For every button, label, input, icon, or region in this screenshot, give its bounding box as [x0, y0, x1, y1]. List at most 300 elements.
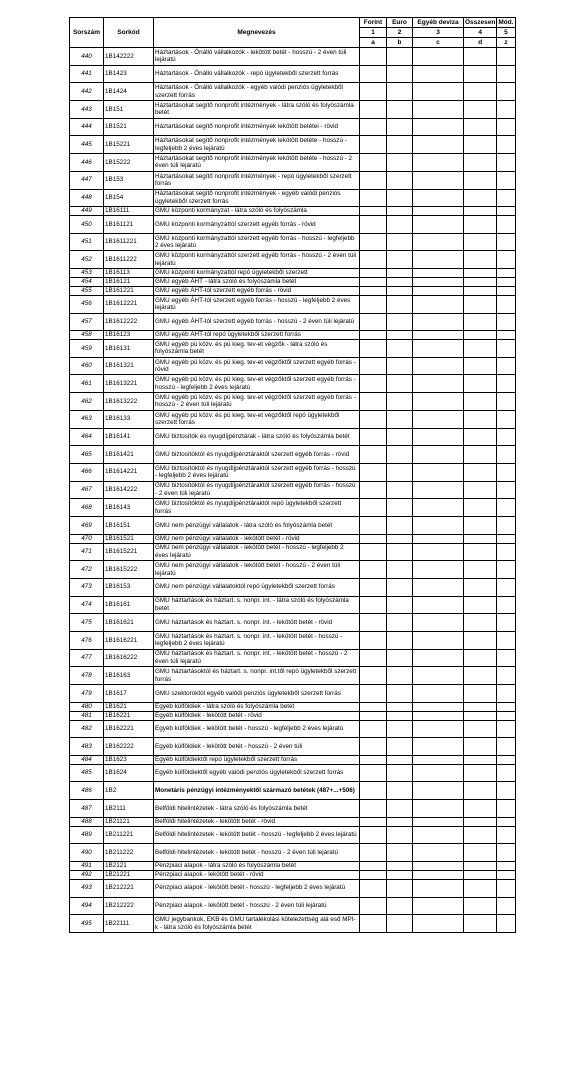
row-sorkod: 1B16121: [104, 278, 154, 287]
cell-osszesen[interactable]: [464, 755, 497, 764]
cell-forint[interactable]: [360, 410, 387, 428]
cell-mod[interactable]: [497, 428, 515, 446]
cell-euro[interactable]: [387, 393, 413, 411]
cell-egyeb-deviza[interactable]: [413, 870, 464, 879]
cell-euro[interactable]: [387, 764, 413, 782]
cell-egyeb-deviza[interactable]: [413, 207, 464, 216]
cell-osszesen[interactable]: [464, 233, 497, 251]
cell-forint[interactable]: [360, 269, 387, 278]
cell-mod[interactable]: [497, 295, 515, 313]
cell-mod[interactable]: [497, 65, 515, 83]
cell-mod[interactable]: [497, 410, 515, 428]
cell-osszesen[interactable]: [464, 499, 497, 517]
cell-egyeb-deviza[interactable]: [413, 667, 464, 685]
header-col-euro: Euro: [387, 18, 413, 28]
row-sorkod: 1B1613222: [104, 393, 154, 411]
cell-osszesen[interactable]: [464, 826, 497, 844]
cell-euro[interactable]: [387, 48, 413, 66]
cell-osszesen[interactable]: [464, 720, 497, 738]
cell-osszesen[interactable]: [464, 596, 497, 614]
cell-euro[interactable]: [387, 216, 413, 234]
cell-osszesen[interactable]: [464, 534, 497, 543]
cell-egyeb-deviza[interactable]: [413, 844, 464, 862]
cell-osszesen[interactable]: [464, 83, 497, 101]
cell-euro[interactable]: [387, 543, 413, 561]
cell-euro[interactable]: [387, 614, 413, 632]
cell-euro[interactable]: [387, 269, 413, 278]
cell-euro[interactable]: [387, 631, 413, 649]
cell-forint[interactable]: [360, 915, 387, 933]
cell-osszesen[interactable]: [464, 446, 497, 464]
cell-osszesen[interactable]: [464, 561, 497, 579]
cell-egyeb-deviza[interactable]: [413, 393, 464, 411]
cell-forint[interactable]: [360, 782, 387, 800]
cell-osszesen[interactable]: [464, 631, 497, 649]
cell-mod[interactable]: [497, 136, 515, 154]
cell-egyeb-deviza[interactable]: [413, 136, 464, 154]
cell-egyeb-deviza[interactable]: [413, 286, 464, 295]
row-sorszam: 462: [70, 393, 104, 411]
cell-mod[interactable]: [497, 738, 515, 756]
cell-forint[interactable]: [360, 207, 387, 216]
cell-forint[interactable]: [360, 897, 387, 915]
cell-mod[interactable]: [497, 720, 515, 738]
cell-egyeb-deviza[interactable]: [413, 782, 464, 800]
cell-mod[interactable]: [497, 48, 515, 66]
cell-forint[interactable]: [360, 534, 387, 543]
cell-forint[interactable]: [360, 817, 387, 826]
cell-euro[interactable]: [387, 375, 413, 393]
cell-egyeb-deviza[interactable]: [413, 313, 464, 331]
cell-forint[interactable]: [360, 578, 387, 596]
cell-forint[interactable]: [360, 393, 387, 411]
cell-euro[interactable]: [387, 357, 413, 375]
cell-forint[interactable]: [360, 481, 387, 499]
header-num-5: 5: [497, 28, 515, 38]
cell-forint[interactable]: [360, 879, 387, 897]
cell-osszesen[interactable]: [464, 286, 497, 295]
cell-mod[interactable]: [497, 101, 515, 119]
cell-osszesen[interactable]: [464, 782, 497, 800]
cell-euro[interactable]: [387, 118, 413, 136]
table-row: [70, 446, 516, 464]
cell-euro[interactable]: [387, 915, 413, 933]
cell-egyeb-deviza[interactable]: [413, 685, 464, 703]
cell-osszesen[interactable]: [464, 410, 497, 428]
row-megnevezes: GMU nem pénzügyi vállalatok - lekötött betét - hosszú - 2 éven túli lejáratú: [154, 561, 360, 579]
cell-forint[interactable]: [360, 118, 387, 136]
cell-egyeb-deviza[interactable]: [413, 764, 464, 782]
cell-egyeb-deviza[interactable]: [413, 879, 464, 897]
cell-egyeb-deviza[interactable]: [413, 446, 464, 464]
cell-mod[interactable]: [497, 649, 515, 667]
cell-mod[interactable]: [497, 481, 515, 499]
cell-mod[interactable]: [497, 897, 515, 915]
cell-osszesen[interactable]: [464, 685, 497, 703]
cell-mod[interactable]: [497, 782, 515, 800]
cell-euro[interactable]: [387, 561, 413, 579]
cell-euro[interactable]: [387, 101, 413, 119]
cell-egyeb-deviza[interactable]: [413, 481, 464, 499]
cell-osszesen[interactable]: [464, 614, 497, 632]
cell-egyeb-deviza[interactable]: [413, 295, 464, 313]
cell-osszesen[interactable]: [464, 48, 497, 66]
cell-euro[interactable]: [387, 65, 413, 83]
cell-euro[interactable]: [387, 499, 413, 517]
cell-mod[interactable]: [497, 614, 515, 632]
cell-egyeb-deviza[interactable]: [413, 578, 464, 596]
cell-osszesen[interactable]: [464, 667, 497, 685]
cell-egyeb-deviza[interactable]: [413, 101, 464, 119]
cell-mod[interactable]: [497, 800, 515, 818]
cell-euro[interactable]: [387, 755, 413, 764]
cell-forint[interactable]: [360, 667, 387, 685]
cell-euro[interactable]: [387, 313, 413, 331]
cell-euro[interactable]: [387, 278, 413, 287]
cell-egyeb-deviza[interactable]: [413, 216, 464, 234]
cell-osszesen[interactable]: [464, 764, 497, 782]
cell-euro[interactable]: [387, 862, 413, 871]
cell-mod[interactable]: [497, 118, 515, 136]
cell-forint[interactable]: [360, 331, 387, 340]
cell-osszesen[interactable]: [464, 463, 497, 481]
cell-mod[interactable]: [497, 915, 515, 933]
cell-euro[interactable]: [387, 685, 413, 703]
cell-mod[interactable]: [497, 879, 515, 897]
cell-egyeb-deviza[interactable]: [413, 649, 464, 667]
cell-euro[interactable]: [387, 481, 413, 499]
cell-forint[interactable]: [360, 446, 387, 464]
cell-egyeb-deviza[interactable]: [413, 543, 464, 561]
cell-egyeb-deviza[interactable]: [413, 702, 464, 711]
cell-mod[interactable]: [497, 233, 515, 251]
cell-euro[interactable]: [387, 251, 413, 269]
cell-egyeb-deviza[interactable]: [413, 817, 464, 826]
cell-forint[interactable]: [360, 278, 387, 287]
cell-egyeb-deviza[interactable]: [413, 499, 464, 517]
cell-osszesen[interactable]: [464, 101, 497, 119]
cell-osszesen[interactable]: [464, 269, 497, 278]
cell-forint[interactable]: [360, 596, 387, 614]
row-megnevezes: Egyéb külföldiektől egyéb valódi penziós ügyletekből szerzett forrás: [154, 764, 360, 782]
row-sorkod: 1B16163: [104, 667, 154, 685]
cell-forint[interactable]: [360, 251, 387, 269]
cell-forint[interactable]: [360, 631, 387, 649]
cell-egyeb-deviza[interactable]: [413, 915, 464, 933]
cell-forint[interactable]: [360, 295, 387, 313]
cell-osszesen[interactable]: [464, 331, 497, 340]
cell-osszesen[interactable]: [464, 207, 497, 216]
cell-euro[interactable]: [387, 800, 413, 818]
cell-forint[interactable]: [360, 614, 387, 632]
header-col-forint: Forint: [360, 18, 387, 28]
cell-forint[interactable]: [360, 375, 387, 393]
cell-egyeb-deviza[interactable]: [413, 189, 464, 207]
cell-egyeb-deviza[interactable]: [413, 251, 464, 269]
cell-egyeb-deviza[interactable]: [413, 755, 464, 764]
cell-mod[interactable]: [497, 711, 515, 720]
cell-mod[interactable]: [497, 446, 515, 464]
cell-euro[interactable]: [387, 826, 413, 844]
cell-euro[interactable]: [387, 817, 413, 826]
cell-mod[interactable]: [497, 331, 515, 340]
cell-forint[interactable]: [360, 702, 387, 711]
cell-forint[interactable]: [360, 499, 387, 517]
cell-euro[interactable]: [387, 897, 413, 915]
cell-euro[interactable]: [387, 154, 413, 172]
table-row: [70, 614, 516, 632]
cell-egyeb-deviza[interactable]: [413, 631, 464, 649]
cell-forint[interactable]: [360, 340, 387, 358]
cell-osszesen[interactable]: [464, 817, 497, 826]
cell-mod[interactable]: [497, 578, 515, 596]
cell-osszesen[interactable]: [464, 516, 497, 534]
cell-euro[interactable]: [387, 136, 413, 154]
cell-forint[interactable]: [360, 233, 387, 251]
cell-egyeb-deviza[interactable]: [413, 463, 464, 481]
cell-forint[interactable]: [360, 543, 387, 561]
cell-mod[interactable]: [497, 216, 515, 234]
cell-forint[interactable]: [360, 286, 387, 295]
cell-egyeb-deviza[interactable]: [413, 428, 464, 446]
cell-euro[interactable]: [387, 331, 413, 340]
cell-forint[interactable]: [360, 65, 387, 83]
cell-mod[interactable]: [497, 278, 515, 287]
cell-osszesen[interactable]: [464, 428, 497, 446]
cell-osszesen[interactable]: [464, 879, 497, 897]
cell-egyeb-deviza[interactable]: [413, 65, 464, 83]
cell-mod[interactable]: [497, 543, 515, 561]
cell-osszesen[interactable]: [464, 543, 497, 561]
cell-egyeb-deviza[interactable]: [413, 738, 464, 756]
cell-euro[interactable]: [387, 738, 413, 756]
cell-euro[interactable]: [387, 578, 413, 596]
cell-mod[interactable]: [497, 154, 515, 172]
cell-egyeb-deviza[interactable]: [413, 278, 464, 287]
cell-mod[interactable]: [497, 862, 515, 871]
cell-mod[interactable]: [497, 499, 515, 517]
cell-forint[interactable]: [360, 755, 387, 764]
cell-mod[interactable]: [497, 844, 515, 862]
cell-euro[interactable]: [387, 596, 413, 614]
cell-mod[interactable]: [497, 171, 515, 189]
cell-mod[interactable]: [497, 313, 515, 331]
cell-forint[interactable]: [360, 154, 387, 172]
cell-osszesen[interactable]: [464, 897, 497, 915]
cell-osszesen[interactable]: [464, 313, 497, 331]
cell-mod[interactable]: [497, 702, 515, 711]
cell-mod[interactable]: [497, 631, 515, 649]
cell-forint[interactable]: [360, 844, 387, 862]
cell-egyeb-deviza[interactable]: [413, 154, 464, 172]
cell-forint[interactable]: [360, 171, 387, 189]
cell-euro[interactable]: [387, 171, 413, 189]
cell-euro[interactable]: [387, 702, 413, 711]
cell-euro[interactable]: [387, 189, 413, 207]
table-row: [70, 800, 516, 818]
cell-mod[interactable]: [497, 817, 515, 826]
cell-osszesen[interactable]: [464, 171, 497, 189]
cell-egyeb-deviza[interactable]: [413, 862, 464, 871]
cell-euro[interactable]: [387, 782, 413, 800]
cell-euro[interactable]: [387, 207, 413, 216]
cell-egyeb-deviza[interactable]: [413, 826, 464, 844]
row-sorszam: 485: [70, 764, 104, 782]
cell-mod[interactable]: [497, 375, 515, 393]
cell-osszesen[interactable]: [464, 702, 497, 711]
cell-forint[interactable]: [360, 720, 387, 738]
cell-osszesen[interactable]: [464, 800, 497, 818]
cell-forint[interactable]: [360, 48, 387, 66]
cell-osszesen[interactable]: [464, 844, 497, 862]
cell-egyeb-deviza[interactable]: [413, 357, 464, 375]
cell-mod[interactable]: [497, 596, 515, 614]
cell-osszesen[interactable]: [464, 711, 497, 720]
cell-egyeb-deviza[interactable]: [413, 596, 464, 614]
cell-osszesen[interactable]: [464, 862, 497, 871]
cell-forint[interactable]: [360, 826, 387, 844]
cell-osszesen[interactable]: [464, 136, 497, 154]
cell-osszesen[interactable]: [464, 738, 497, 756]
cell-egyeb-deviza[interactable]: [413, 720, 464, 738]
cell-forint[interactable]: [360, 764, 387, 782]
cell-euro[interactable]: [387, 83, 413, 101]
cell-mod[interactable]: [497, 516, 515, 534]
row-megnevezes: GMU egyéb ÁHT-tól szerzett egyéb forrás - hosszú - 2 éven túli lejáratú: [154, 313, 360, 331]
cell-mod[interactable]: [497, 870, 515, 879]
cell-forint[interactable]: [360, 649, 387, 667]
cell-egyeb-deviza[interactable]: [413, 83, 464, 101]
cell-forint[interactable]: [360, 136, 387, 154]
cell-mod[interactable]: [497, 357, 515, 375]
cell-egyeb-deviza[interactable]: [413, 375, 464, 393]
cell-egyeb-deviza[interactable]: [413, 516, 464, 534]
cell-euro[interactable]: [387, 340, 413, 358]
cell-egyeb-deviza[interactable]: [413, 534, 464, 543]
cell-osszesen[interactable]: [464, 357, 497, 375]
cell-mod[interactable]: [497, 667, 515, 685]
row-sorkod: 1B161421: [104, 446, 154, 464]
cell-euro[interactable]: [387, 463, 413, 481]
cell-egyeb-deviza[interactable]: [413, 897, 464, 915]
cell-mod[interactable]: [497, 251, 515, 269]
cell-mod[interactable]: [497, 534, 515, 543]
cell-mod[interactable]: [497, 83, 515, 101]
row-sorszam: 490: [70, 844, 104, 862]
cell-euro[interactable]: [387, 879, 413, 897]
cell-forint[interactable]: [360, 711, 387, 720]
cell-euro[interactable]: [387, 516, 413, 534]
cell-egyeb-deviza[interactable]: [413, 171, 464, 189]
cell-osszesen[interactable]: [464, 65, 497, 83]
cell-forint[interactable]: [360, 738, 387, 756]
cell-egyeb-deviza[interactable]: [413, 561, 464, 579]
cell-osszesen[interactable]: [464, 118, 497, 136]
cell-osszesen[interactable]: [464, 216, 497, 234]
cell-mod[interactable]: [497, 269, 515, 278]
cell-euro[interactable]: [387, 295, 413, 313]
cell-osszesen[interactable]: [464, 278, 497, 287]
cell-euro[interactable]: [387, 870, 413, 879]
cell-egyeb-deviza[interactable]: [413, 340, 464, 358]
cell-forint[interactable]: [360, 685, 387, 703]
cell-egyeb-deviza[interactable]: [413, 269, 464, 278]
cell-mod[interactable]: [497, 207, 515, 216]
cell-osszesen[interactable]: [464, 649, 497, 667]
cell-mod[interactable]: [497, 393, 515, 411]
cell-euro[interactable]: [387, 844, 413, 862]
cell-forint[interactable]: [360, 516, 387, 534]
cell-mod[interactable]: [497, 755, 515, 764]
table-row: [70, 915, 516, 933]
cell-egyeb-deviza[interactable]: [413, 614, 464, 632]
cell-osszesen[interactable]: [464, 375, 497, 393]
cell-mod[interactable]: [497, 340, 515, 358]
cell-osszesen[interactable]: [464, 340, 497, 358]
cell-mod[interactable]: [497, 561, 515, 579]
cell-forint[interactable]: [360, 800, 387, 818]
cell-egyeb-deviza[interactable]: [413, 233, 464, 251]
cell-forint[interactable]: [360, 862, 387, 871]
cell-mod[interactable]: [497, 826, 515, 844]
cell-egyeb-deviza[interactable]: [413, 48, 464, 66]
cell-osszesen[interactable]: [464, 481, 497, 499]
cell-euro[interactable]: [387, 233, 413, 251]
cell-euro[interactable]: [387, 286, 413, 295]
cell-osszesen[interactable]: [464, 393, 497, 411]
cell-forint[interactable]: [360, 216, 387, 234]
cell-euro[interactable]: [387, 410, 413, 428]
cell-forint[interactable]: [360, 870, 387, 879]
cell-forint[interactable]: [360, 463, 387, 481]
cell-euro[interactable]: [387, 534, 413, 543]
cell-forint[interactable]: [360, 313, 387, 331]
cell-egyeb-deviza[interactable]: [413, 410, 464, 428]
cell-osszesen[interactable]: [464, 915, 497, 933]
cell-euro[interactable]: [387, 720, 413, 738]
cell-euro[interactable]: [387, 428, 413, 446]
cell-osszesen[interactable]: [464, 578, 497, 596]
cell-forint[interactable]: [360, 101, 387, 119]
cell-egyeb-deviza[interactable]: [413, 118, 464, 136]
cell-egyeb-deviza[interactable]: [413, 711, 464, 720]
cell-forint[interactable]: [360, 428, 387, 446]
cell-forint[interactable]: [360, 189, 387, 207]
cell-mod[interactable]: [497, 189, 515, 207]
cell-mod[interactable]: [497, 685, 515, 703]
cell-egyeb-deviza[interactable]: [413, 331, 464, 340]
row-megnevezes: Monetáris pénzügyi intézményektől származó betétek (487+...+506): [154, 782, 360, 800]
row-sorszam: 472: [70, 561, 104, 579]
cell-euro[interactable]: [387, 649, 413, 667]
cell-forint[interactable]: [360, 561, 387, 579]
cell-osszesen[interactable]: [464, 189, 497, 207]
cell-euro[interactable]: [387, 711, 413, 720]
cell-mod[interactable]: [497, 463, 515, 481]
cell-mod[interactable]: [497, 764, 515, 782]
cell-osszesen[interactable]: [464, 154, 497, 172]
cell-euro[interactable]: [387, 667, 413, 685]
cell-forint[interactable]: [360, 357, 387, 375]
cell-forint[interactable]: [360, 83, 387, 101]
table-row: [70, 393, 516, 411]
cell-osszesen[interactable]: [464, 295, 497, 313]
cell-osszesen[interactable]: [464, 870, 497, 879]
cell-egyeb-deviza[interactable]: [413, 800, 464, 818]
cell-mod[interactable]: [497, 286, 515, 295]
cell-euro[interactable]: [387, 446, 413, 464]
cell-osszesen[interactable]: [464, 251, 497, 269]
